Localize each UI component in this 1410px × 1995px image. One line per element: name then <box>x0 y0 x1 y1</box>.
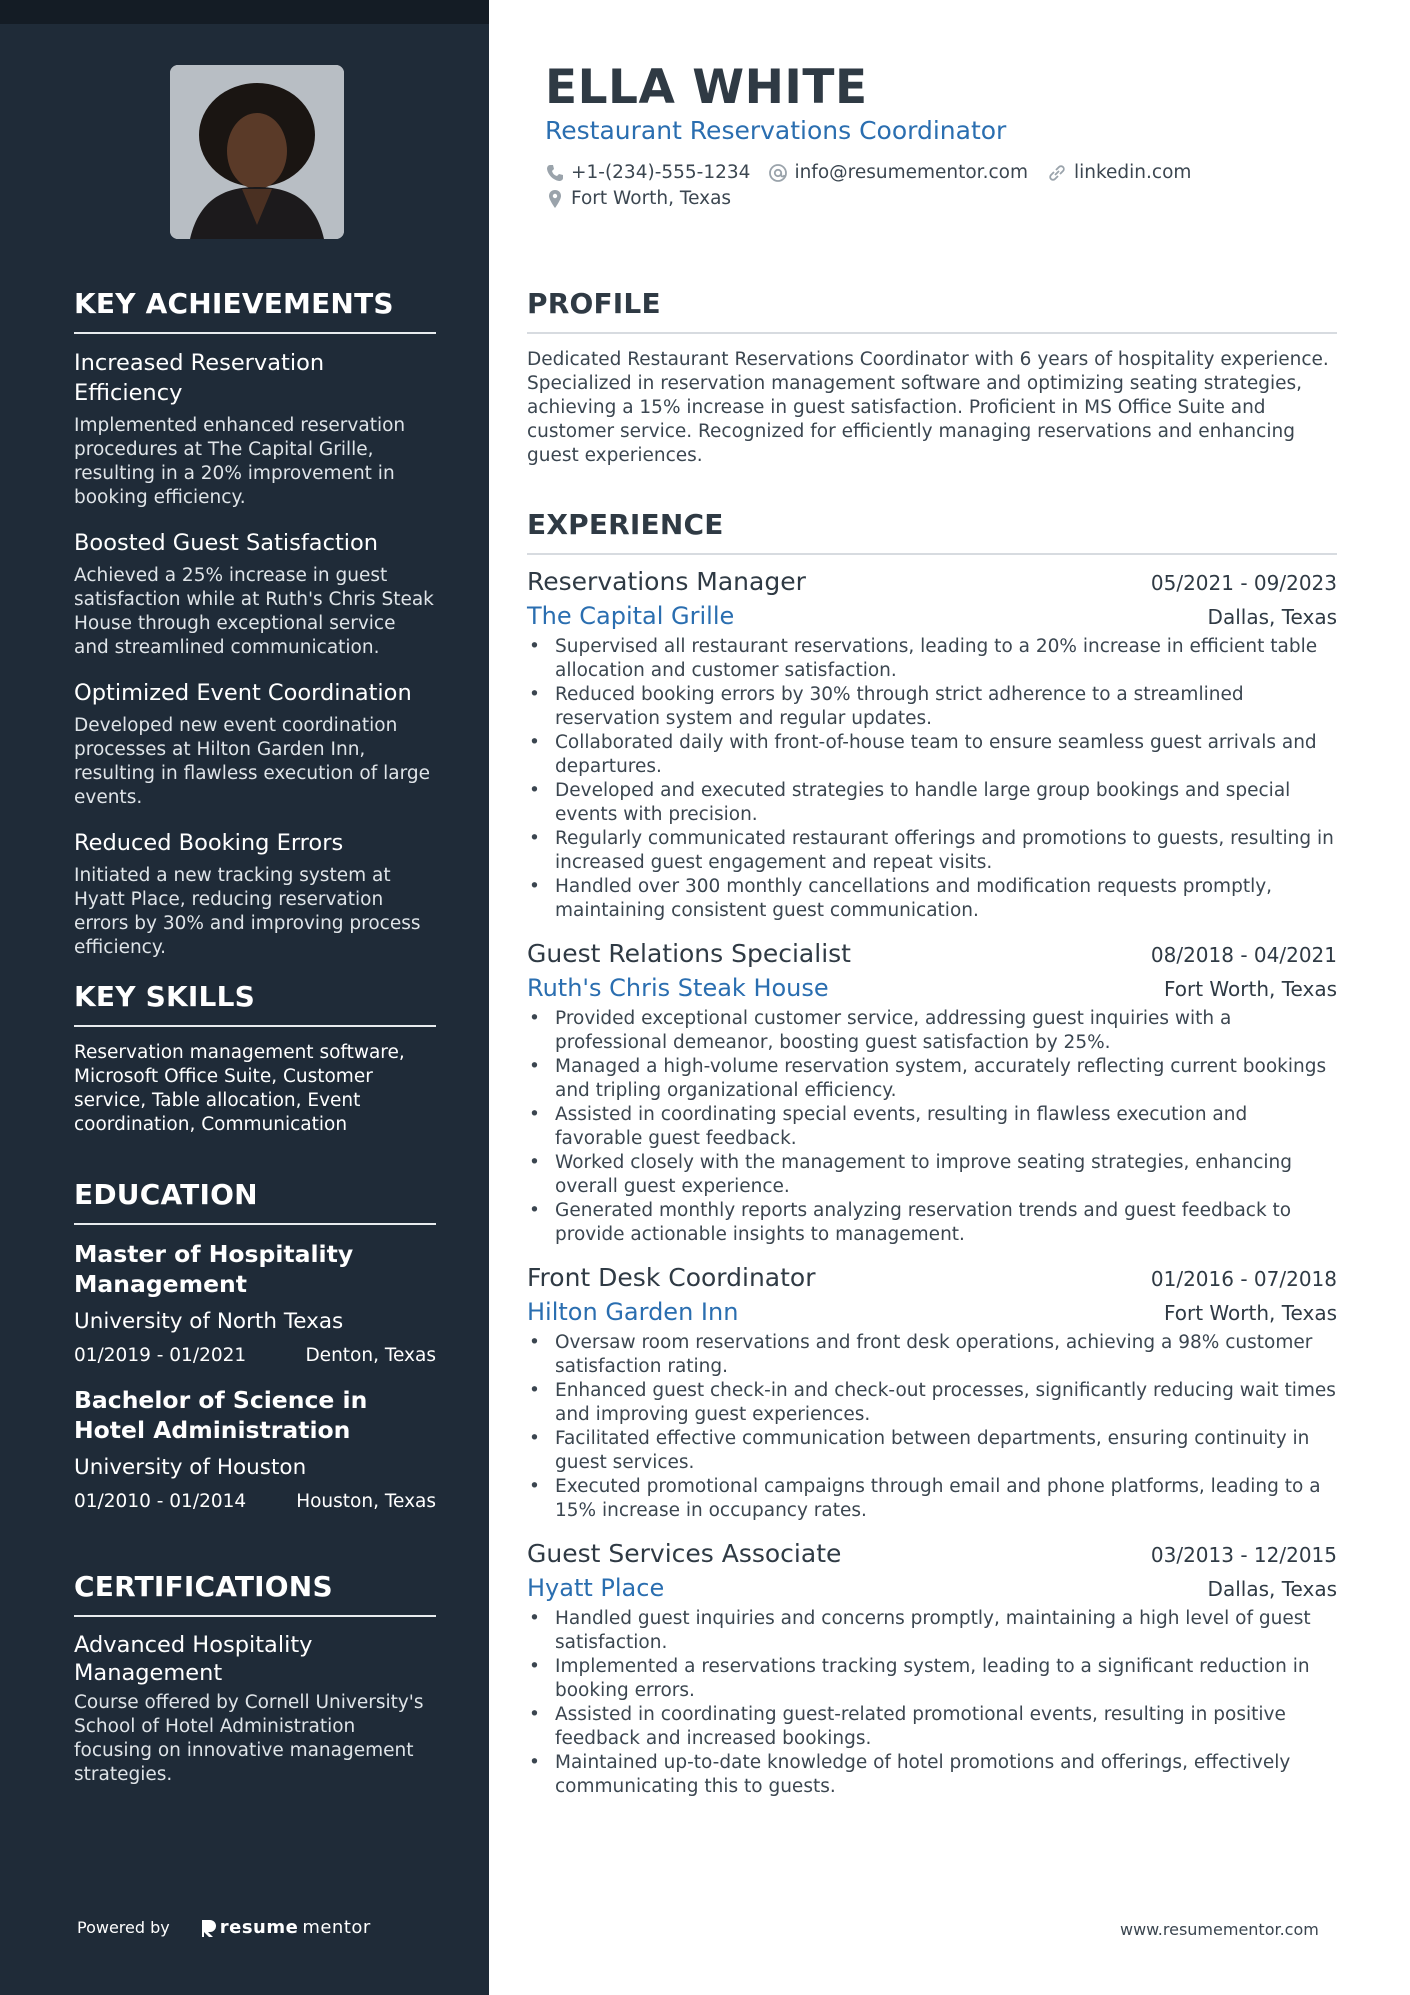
education-item <box>74 1239 436 1369</box>
job-bullet: • Assisted in coordinating special events, resulting in flawless execution and favorable guest feedback. <box>527 1103 1337 1151</box>
profile-heading: PROFILE <box>527 287 1337 334</box>
job-bullet: • Provided exceptional customer service, addressing guest inquiries with a professional demeanor, boosting guest satisfaction by 25%. <box>527 1007 1337 1055</box>
certifications-section <box>74 1570 436 1787</box>
brand-resume: resume <box>219 1917 299 1938</box>
job-location: Dallas, Texas <box>1207 605 1337 629</box>
job-company: Ruth's Chris Steak House <box>527 974 829 1002</box>
education-degree: Master of Hospitality Management <box>74 1240 354 1298</box>
job-entry <box>527 1261 1337 1523</box>
education-section <box>74 1178 436 1515</box>
job-bullet: • Oversaw room reservations and front desk operations, achieving a 98% customer satisfaction rating. <box>527 1331 1337 1379</box>
experience-heading: EXPERIENCE <box>527 508 1337 555</box>
job-dates: 03/2013 - 12/2015 <box>1150 1543 1337 1567</box>
brand-mentor: mentor <box>302 1917 371 1938</box>
job-dates: 05/2021 - 09/2023 <box>1150 571 1337 595</box>
candidate-title: Restaurant Reservations Coordinator <box>545 116 1007 145</box>
achievement-desc: Implemented enhanced reservation procedures at The Capital Grille, resulting in a 20% improvement in booking efficiency. <box>74 415 406 508</box>
job-entry <box>527 565 1337 923</box>
experience-section <box>527 508 1337 1799</box>
footer-website-link[interactable]: www.resumementor.com <box>1120 1920 1319 1939</box>
powered-by-label: Powered by <box>77 1918 170 1937</box>
job-company: Hyatt Place <box>527 1574 665 1602</box>
job-entry <box>527 937 1337 1247</box>
contact-location <box>545 186 731 212</box>
achievement-desc: Developed new event coordination processes at Hilton Garden Inn, resulting in flawless execution of large events. <box>74 715 430 808</box>
job-bullet: • Maintained up-to-date knowledge of hotel promotions and offerings, effectively communicating this to guests. <box>527 1751 1337 1799</box>
contact-linkedin[interactable] <box>1046 160 1191 186</box>
job-role: Reservations Manager <box>527 567 806 596</box>
job-bullet: • Collaborated daily with front-of-house team to ensure seamless guest arrivals and departures. <box>527 731 1337 779</box>
contact-phone[interactable] <box>545 160 750 186</box>
achievement-item <box>74 678 436 810</box>
education-heading: EDUCATION <box>74 1178 436 1225</box>
skills-list: Reservation management software, Microsoft Office Suite, Customer service, Table allocation, Event coordination, Communication <box>74 1042 405 1135</box>
achievement-title: Boosted Guest Satisfaction <box>74 530 379 556</box>
phone-text: +1-(234)-555-1234 <box>571 162 751 183</box>
education-school: University of Houston <box>74 1455 307 1480</box>
job-role: Front Desk Coordinator <box>527 1263 816 1292</box>
certification-desc: Course offered by Cornell University's School of Hotel Administration focusing on innovative management strategies. <box>74 1692 424 1785</box>
key-achievements-heading: KEY ACHIEVEMENTS <box>74 287 436 334</box>
link-icon <box>1046 163 1068 183</box>
job-bullets <box>527 1007 1337 1247</box>
job-bullets <box>527 1331 1337 1523</box>
brand-mark-icon <box>200 1918 216 1938</box>
phone-icon <box>545 163 565 183</box>
job-bullets <box>527 1607 1337 1799</box>
candidate-name: ELLA WHITE <box>545 60 868 115</box>
job-bullet: • Handled over 300 monthly cancellations and modification requests promptly, maintaining consistent guest communication. <box>527 875 1337 923</box>
profile-summary: Dedicated Restaurant Reservations Coordinator with 6 years of hospitality experience. Specialized in reservation management software and optimizing seating strategies, achieving a 15% increase in guest satisfaction. Proficient in MS Office Suite and customer service. Recognized for efficiently managing reservations and enhancing guest experiences. <box>527 349 1329 466</box>
job-bullet: • Assisted in coordinating guest-related promotional events, resulting in positive feedback and increased bookings. <box>527 1703 1337 1751</box>
education-degree: Bachelor of Science in Hotel Administration <box>74 1386 368 1444</box>
job-bullet: • Worked closely with the management to improve seating strategies, enhancing overall guest experience. <box>527 1151 1337 1199</box>
job-bullets <box>527 635 1337 923</box>
job-location: Dallas, Texas <box>1207 1577 1337 1601</box>
job-location: Fort Worth, Texas <box>1163 1301 1337 1325</box>
achievement-desc: Initiated a new tracking system at Hyatt Place, reducing reservation errors by 30% and improving process efficiency. <box>74 865 421 958</box>
education-dates: 01/2019 - 01/2021 <box>74 1345 247 1366</box>
location-pin-icon <box>545 189 565 209</box>
job-role: Guest Services Associate <box>527 1539 842 1568</box>
job-company: Hilton Garden Inn <box>527 1298 739 1326</box>
job-bullet: • Handled guest inquiries and concerns promptly, maintaining a high level of guest satisfaction. <box>527 1607 1337 1655</box>
certification-item <box>74 1631 436 1787</box>
job-dates: 01/2016 - 07/2018 <box>1150 1267 1337 1291</box>
location-text: Fort Worth, Texas <box>571 188 732 209</box>
avatar-icon <box>170 65 344 239</box>
education-school: University of North Texas <box>74 1309 344 1334</box>
resumementor-logo[interactable] <box>200 1917 371 1938</box>
key-achievements-section <box>74 287 436 960</box>
resume-header <box>545 60 1335 212</box>
job-entry <box>527 1537 1337 1799</box>
job-dates: 08/2018 - 04/2021 <box>1150 943 1337 967</box>
achievement-item <box>74 348 436 510</box>
linkedin-text: linkedin.com <box>1073 162 1192 183</box>
profile-photo <box>170 65 344 239</box>
job-bullet: • Generated monthly reports analyzing reservation trends and guest feedback to provide actionable insights to management. <box>527 1199 1337 1247</box>
job-bullet: • Reduced booking errors by 30% through strict adherence to a streamlined reservation system and regular updates. <box>527 683 1337 731</box>
achievement-title: Optimized Event Coordination <box>74 680 412 706</box>
job-location: Fort Worth, Texas <box>1163 977 1337 1001</box>
contact-email[interactable] <box>768 160 1028 186</box>
sidebar-top-bar <box>0 0 489 24</box>
job-company: The Capital Grille <box>527 602 735 630</box>
certifications-heading: CERTIFICATIONS <box>74 1570 436 1617</box>
job-bullet: • Executed promotional campaigns through email and phone platforms, leading to a 15% increase in occupancy rates. <box>527 1475 1337 1523</box>
job-bullet: • Implemented a reservations tracking system, leading to a significant reduction in booking errors. <box>527 1655 1337 1703</box>
job-bullet: • Managed a high-volume reservation system, accurately reflecting current bookings and tripling organizational efficiency. <box>527 1055 1337 1103</box>
education-dates: 01/2010 - 01/2014 <box>74 1491 247 1512</box>
key-skills-section <box>74 980 436 1137</box>
powered-by <box>77 1917 371 1938</box>
email-text: info@resumementor.com <box>794 162 1028 183</box>
education-location: Houston, Texas <box>296 1491 436 1512</box>
key-skills-heading: KEY SKILLS <box>74 980 436 1027</box>
achievement-title: Increased Reservation Efficiency <box>74 350 325 406</box>
sidebar <box>0 0 489 1995</box>
at-sign-icon <box>768 163 788 183</box>
certification-title: Advanced Hospitality Management <box>74 1632 313 1686</box>
job-bullet: • Facilitated effective communication between departments, ensuring continuity in guest services. <box>527 1427 1337 1475</box>
education-item <box>74 1385 436 1515</box>
job-bullet: • Regularly communicated restaurant offerings and promotions to guests, resulting in increased guest engagement and repeat visits. <box>527 827 1337 875</box>
profile-section <box>527 287 1337 468</box>
education-location: Denton, Texas <box>305 1345 436 1366</box>
achievement-item <box>74 828 436 960</box>
job-role: Guest Relations Specialist <box>527 939 851 968</box>
job-bullet: • Supervised all restaurant reservations, leading to a 20% increase in efficient table allocation and customer satisfaction. <box>527 635 1337 683</box>
contact-info <box>545 160 1335 212</box>
job-bullet: • Enhanced guest check-in and check-out processes, significantly reducing wait times and improving guest experiences. <box>527 1379 1337 1427</box>
achievement-desc: Achieved a 25% increase in guest satisfaction while at Ruth's Chris Steak House through exceptional service and streamlined communication. <box>74 565 434 658</box>
achievement-item <box>74 528 436 660</box>
achievement-title: Reduced Booking Errors <box>74 830 344 856</box>
job-bullet: • Developed and executed strategies to handle large group bookings and special events with precision. <box>527 779 1337 827</box>
